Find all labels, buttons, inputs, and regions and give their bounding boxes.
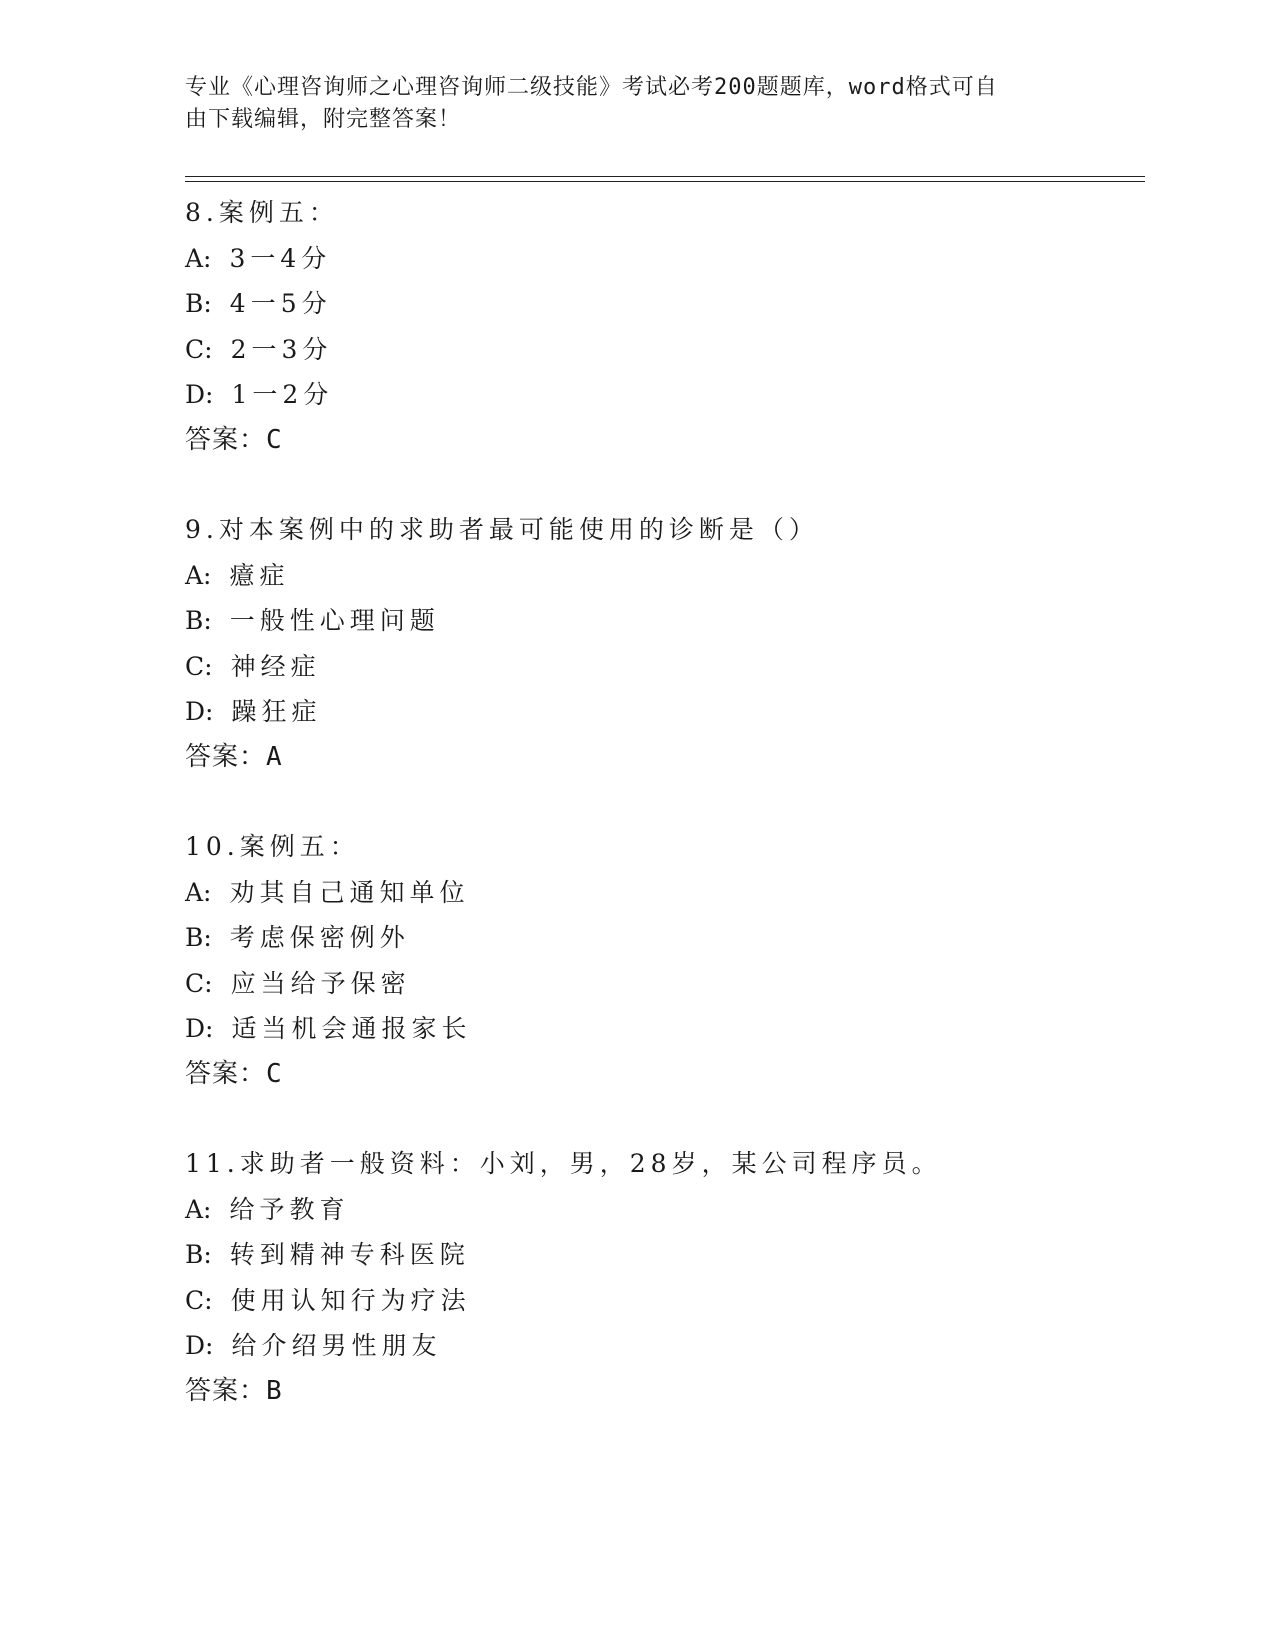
option-letter: C: — [185, 651, 213, 681]
option-d — [185, 372, 1145, 418]
question-stem: 8.案例五： — [185, 198, 339, 227]
question-8 — [185, 190, 1145, 463]
option-letter: D: — [185, 697, 214, 726]
option-letter: B: — [185, 923, 212, 952]
option-text: 应当给予保密 — [230, 968, 411, 998]
option-letter: B: — [185, 1240, 212, 1269]
option-c — [185, 961, 1145, 1007]
option-letter: C: — [185, 1285, 213, 1315]
answer-value: B — [266, 1375, 283, 1406]
answer-line — [185, 418, 1145, 464]
option-letter: B: — [185, 289, 212, 318]
header-divider-top — [185, 176, 1145, 177]
option-letter: D: — [185, 1331, 214, 1360]
option-a — [185, 870, 1145, 916]
option-b — [185, 1232, 1145, 1278]
answer-value: A — [266, 741, 283, 772]
option-a — [185, 1187, 1145, 1233]
question-11 — [185, 1141, 1145, 1414]
option-text: 1一2分 — [231, 380, 334, 409]
option-text: 躁狂症 — [231, 697, 322, 726]
option-letter: D: — [185, 380, 214, 409]
answer-line — [185, 1052, 1145, 1098]
document-header — [185, 72, 1065, 136]
option-text: 3一4分 — [229, 243, 332, 273]
answer-label: 答案： — [185, 1375, 267, 1406]
answer-line — [185, 735, 1145, 781]
option-letter: B: — [185, 606, 212, 635]
option-a — [185, 236, 1145, 282]
answer-label: 答案： — [185, 424, 267, 455]
option-text: 劝其自己通知单位 — [229, 877, 470, 907]
option-c — [185, 327, 1145, 373]
option-d — [185, 1006, 1145, 1052]
question-list — [185, 190, 1145, 1458]
option-letter: D: — [185, 1014, 214, 1043]
option-text: 2一3分 — [230, 334, 333, 364]
question-9 — [185, 507, 1145, 780]
option-letter: C: — [185, 334, 213, 364]
option-letter: A: — [185, 1194, 212, 1224]
answer-label: 答案： — [185, 741, 267, 772]
option-text: 给予教育 — [229, 1194, 350, 1224]
answer-value: C — [266, 1058, 283, 1089]
question-stem: 9.对本案例中的求助者最可能使用的诊断是（） — [185, 515, 819, 544]
answer-value: C — [266, 424, 283, 455]
header-line-2: 由下载编辑，附完整答案！ — [185, 107, 462, 132]
option-text: 使用认知行为疗法 — [230, 1285, 471, 1315]
option-a — [185, 553, 1145, 599]
option-text: 给介绍男性朋友 — [231, 1331, 442, 1360]
option-text: 转到精神专科医院 — [229, 1240, 470, 1269]
option-b — [185, 281, 1145, 327]
option-text: 适当机会通报家长 — [231, 1014, 472, 1043]
option-text: 癔症 — [229, 560, 290, 590]
option-letter: A: — [185, 243, 212, 273]
answer-line — [185, 1369, 1145, 1415]
answer-label: 答案： — [185, 1058, 267, 1089]
option-letter: A: — [185, 877, 212, 907]
option-text: 一般性心理问题 — [229, 606, 440, 635]
option-text: 神经症 — [230, 651, 321, 681]
header-line-1: 专业《心理咨询师之心理咨询师二级技能》考试必考200题题库，word格式可自 — [185, 75, 998, 100]
option-b — [185, 598, 1145, 644]
option-text: 考虑保密例外 — [229, 923, 410, 952]
option-c — [185, 1278, 1145, 1324]
header-divider-bottom — [185, 181, 1145, 182]
question-stem: 10.案例五： — [185, 832, 360, 861]
option-d — [185, 1323, 1145, 1369]
question-10 — [185, 824, 1145, 1097]
option-c — [185, 644, 1145, 690]
option-b — [185, 915, 1145, 961]
option-letter: A: — [185, 560, 212, 590]
question-stem: 11.求助者一般资料：小刘，男，28岁，某公司程序员。 — [185, 1149, 942, 1178]
option-text: 4一5分 — [229, 289, 332, 318]
option-d — [185, 689, 1145, 735]
option-letter: C: — [185, 968, 213, 998]
